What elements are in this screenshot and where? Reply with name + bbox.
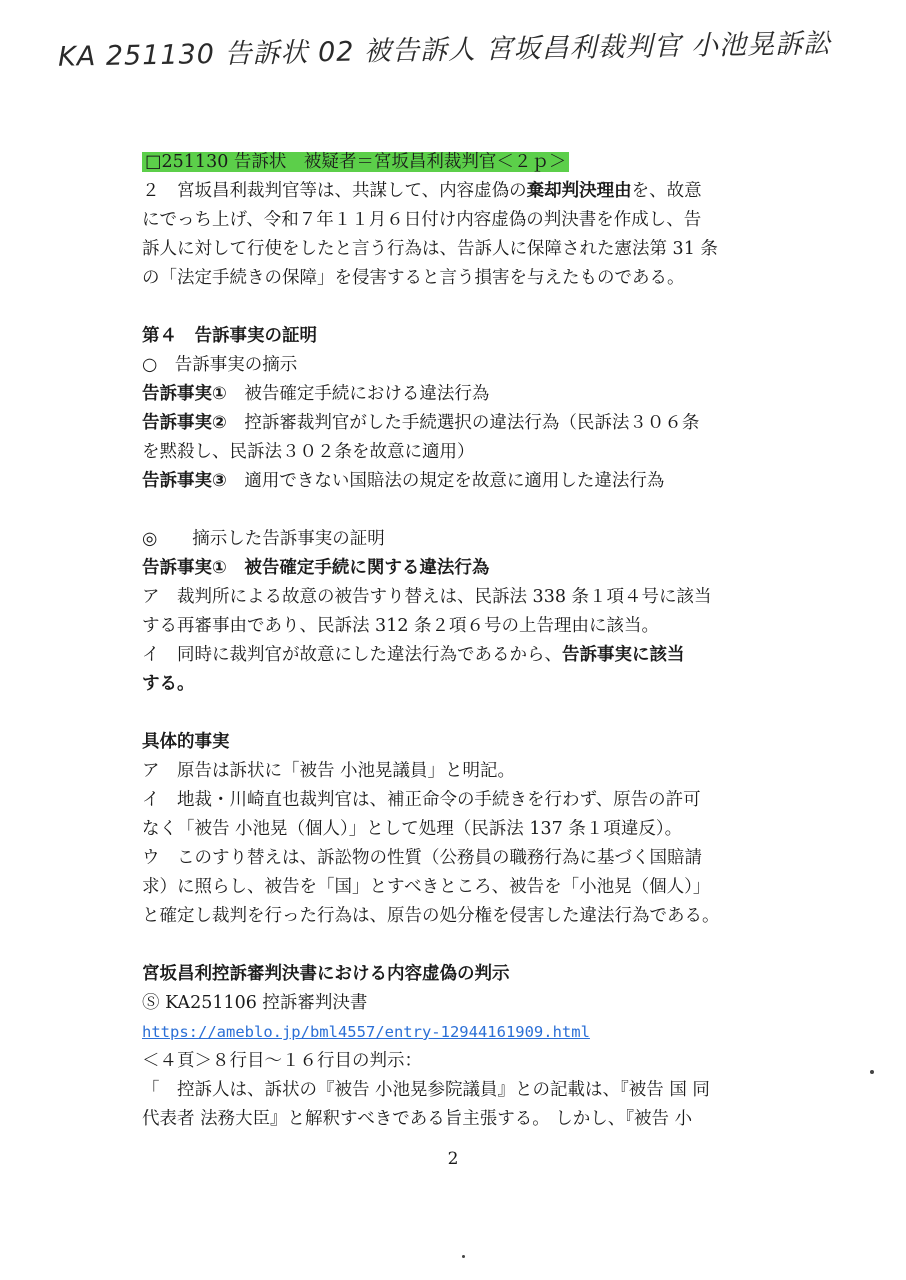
fact1-line [142,380,802,409]
para2-line1 [142,177,802,206]
fact2-label: 告訴事実② [142,413,227,433]
para2-bold: 棄却判決理由 [526,181,632,201]
page-number: 2 [447,1149,459,1169]
para2-line2: にでっち上げ、令和７年１１月６日付け内容虚偽の判決書を作成し、告 [142,210,702,230]
proof-a-line2: する再審事由であり、民訴法 312 条２項６号の上告理由に該当。 [142,616,660,636]
concrete-u-line1: ウ このすり替えは、訴訟物の性質（公務員の職務行為に基づく国賠請 [142,848,702,868]
concrete-u-line3: と確定し裁判を行った行為は、原告の処分権を侵害した違法行為である。 [142,906,720,926]
scan-speck [870,1070,874,1074]
scan-speck [462,1255,465,1258]
proof-heading: ◎ 摘示した告訴事実の証明 [142,529,385,549]
fact3-label: 告訴事実③ [142,471,227,491]
section-title-line [142,148,802,177]
fact2-line [142,409,802,438]
para2-text: を、故意 [631,181,702,201]
para2-line4: の「法定手続きの保障」を侵害すると言う損害を与えたものである。 [142,268,685,288]
concrete-a: ア 原告は訴状に「被告 小池晃議員」と明記。 [142,761,516,781]
judgment-quote-line1: 「 控訴人は、訴状の『被告 小池晃参院議員』との記載は、『被告 国 同 [142,1080,710,1100]
proof-i-line1 [142,641,802,670]
proof-i-text: イ 同時に裁判官が故意にした違法行為であるから、 [142,645,562,665]
para2-text: ２ 宮坂昌利裁判官等は、共謀して、内容虚偽の [142,181,527,201]
judgment-quote-line2: 代表者 法務大臣』と解釈すべきである旨主張する。 しかし、『被告 小 [142,1109,693,1129]
fact1-label: 告訴事実① [142,384,227,404]
concrete-i-line2: なく「被告 小池晃（個人）」として処理（民訴法 137 条１項違反）。 [142,819,683,839]
concrete-u-line2: 求）に照らし、被告を「国」とすべきところ、被告を「小池晃（個人）」 [142,877,711,897]
section4-heading: 第４ 告訴事実の証明 [142,326,317,346]
proof-fact1-heading: 告訴事実① 被告確定手続に関する違法行為 [142,558,490,578]
section-title: □251130 告訴状 被疑者＝宮坂昌利裁判官＜２ｐ＞ [142,152,569,172]
proof-i-bold: 告訴事実に該当 [562,645,685,665]
handwritten-header: KA 251130 告訴状 02 被告訴人 宮坂昌利裁判官 小池晃訴訟 [57,28,832,73]
judgment-url-line [142,1018,802,1047]
judgment-url-link[interactable]: https://ameblo.jp/bml4557/entry-12944161909.html [142,1023,590,1041]
proof-a-line1: ア 裁判所による故意の被告すり替えは、民訴法 338 条１項４号に該当 [142,587,712,607]
judgment-heading: 宮坂昌利控訴審判決書における内容虚偽の判示 [142,964,510,984]
fact2-text: 控訴審裁判官がした手続選択の違法行為（民訴法３０６条 [226,413,700,433]
fact3-text: 適用できない国賠法の規定を故意に適用した違法行為 [226,471,665,491]
proof-i-line2: する。 [142,674,195,694]
section4-sub: ○ 告訴事実の摘示 [142,355,298,375]
judgment-location: ＜４頁＞８行目～１６行目の判示： [142,1051,422,1071]
concrete-i-line1: イ 地裁・川崎直也裁判官は、補正命令の手続きを行わず、原告の許可 [142,790,701,810]
fact2-line2: を黙殺し、民訴法３０２条を故意に適用） [142,442,475,462]
fact1-text: 被告確定手続における違法行為 [226,384,490,404]
concrete-heading: 具体的事実 [142,732,230,752]
judgment-ref: Ⓢ KA251106 控訴審判決書 [142,993,368,1013]
fact3-line [142,467,802,496]
para2-line3: 訴人に対して行使をしたと言う行為は、告訴人に保障された憲法第 31 条 [142,239,718,259]
document-body [142,148,802,1134]
